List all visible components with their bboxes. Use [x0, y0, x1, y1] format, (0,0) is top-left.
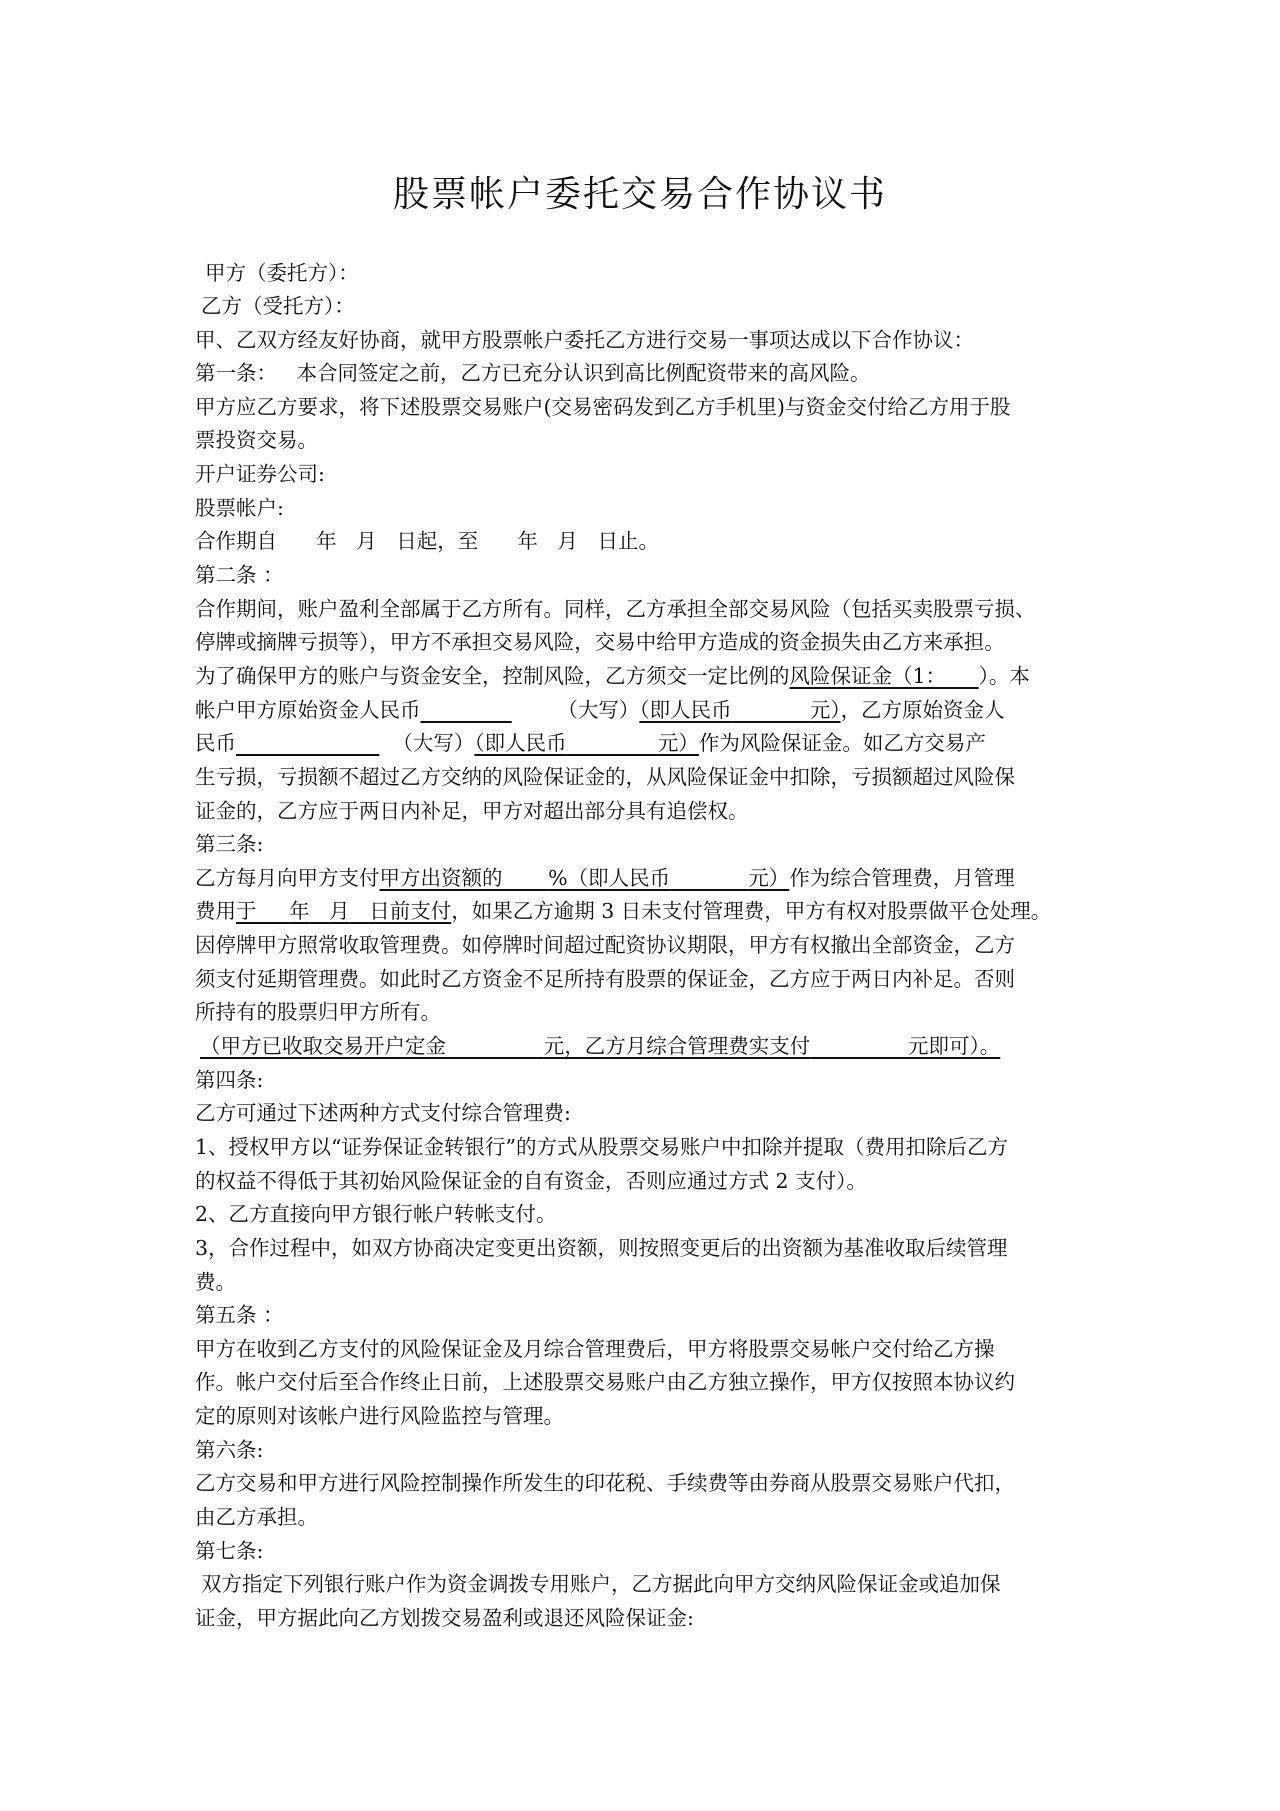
article-1-line-2: 甲方应乙方要求，将下述股票交易账户(交易密码发到乙方手机里)与资金交付给乙方用于股 [195, 395, 1011, 419]
article-4-line-1: 乙方可通过下述两种方式支付综合管理费: [195, 1101, 571, 1125]
document-title: 股票帐户委托交易合作协议书 [392, 174, 887, 215]
article-2-line-4 [195, 695, 1095, 725]
article-4-line-5: 3，合作过程中，如双方协商决定变更出资额，则按照变更后的出资额为基准收取后续管理 [195, 1236, 1008, 1260]
article-4-line-4: 2、乙方直接向甲方银行帐户转帐支付。 [195, 1202, 557, 1226]
article-2-line-1: 合作期间，账户盈利全部属于乙方所有。同样，乙方承担全部交易风险（包括买卖股票亏损、 [195, 597, 1036, 621]
article-2-line-5-end: 作为风险保证金。如乙方交易产 [698, 731, 986, 755]
article-4-line-2: 1、授权甲方以“证券保证金转银行”的方式从股票交易账户中扣除并提取（费用扣除后乙方 [195, 1135, 1009, 1159]
party-a-capital-uppercase: （大写） [557, 698, 640, 722]
party-a-capital-rmb: （即人民币 元） [639, 698, 841, 722]
party-a-capital-label: 帐户甲方原始资金人民币 [195, 698, 421, 722]
article-1-line-3: 票投资交易。 [195, 428, 318, 452]
period-to-label: 日起，至 [396, 529, 479, 553]
party-a-line: 甲方（委托方）： [205, 261, 359, 285]
article-1-text: 本合同签定之前，乙方已充分认识到高比例配资带来的高风险。 [296, 361, 871, 385]
party-b-capital-label: ，乙方原始资金人 [840, 698, 1005, 722]
party-a-capital-blank [421, 698, 512, 722]
article-1-heading: 第一条： [195, 361, 277, 385]
risk-deposit-ratio: 风险保证金（1： [789, 664, 947, 688]
article-5-heading: 第五条 ： [195, 1303, 284, 1327]
payment-due-date: 于 年 月 日前支付 [236, 899, 452, 923]
article-3-heading: 第三条: [195, 832, 264, 856]
article-6-line-2: 由乙方承担。 [195, 1505, 318, 1529]
party-b-line: 乙方（受托方）： [201, 294, 355, 318]
management-fee-rate: 甲方出资额的 %（即人民币 元） [379, 866, 790, 890]
period-from-label: 合作期自 [195, 529, 277, 553]
article-3-line-1 [195, 863, 1095, 893]
article-2-heading: 第二条 ： [195, 563, 284, 587]
article-3-line-1-start: 乙方每月向甲方支付 [195, 866, 380, 890]
article-3-line-1-end: 作为综合管理费，月管理 [789, 866, 1015, 890]
article-3-line-5: 所持有的股票归甲方所有。 [195, 1000, 441, 1024]
party-b-capital-rmb: （即人民币 元） [474, 731, 699, 755]
period-month-label-2: 月 [557, 529, 578, 553]
period-end-label: 日止。 [597, 529, 659, 553]
article-3-line-2 [195, 896, 1095, 926]
article-3-line-6 [200, 1031, 1100, 1061]
intro-paragraph: 甲、乙双方经友好协商，就甲方股票帐户委托乙方进行交易一事项达成以下合作协议： [195, 328, 974, 352]
article-5-line-3: 定的原则对该帐户进行风险监控与管理。 [195, 1404, 564, 1428]
article-2-line-2: 停牌或摘牌亏损等），甲方不承担交易风险，交易中给甲方造成的资金损失由乙方来承担。 [195, 630, 1005, 654]
deposit-received-note: （甲方已收取交易开户定金 元，乙方月综合管理费实支付 元即可）。 [200, 1034, 1001, 1058]
article-2-line-3-text: 为了确保甲方的账户与资金安全，控制风险，乙方须交一定比例的 [195, 664, 790, 688]
article-7-line-2: 证金，甲方据此向乙方划拨交易盈利或退还风险保证金: [195, 1606, 694, 1630]
article-2-line-7: 证金的，乙方应于两日内补足，甲方对超出部分具有追偿权。 [195, 799, 749, 823]
article-4-heading: 第四条: [195, 1068, 264, 1092]
article-2-line-3-end: ）。本 [978, 664, 1030, 688]
rmb-label: 民币 [195, 731, 236, 755]
article-1-line-1 [195, 358, 1095, 388]
article-2-line-6: 生亏损，亏损额不超过乙方交纳的风险保证金的，从风险保证金中扣除，亏损额超过风险保 [195, 765, 1015, 789]
cooperation-period-line [195, 526, 1095, 556]
article-4-line-6: 费。 [195, 1270, 236, 1294]
article-6-line-1: 乙方交易和甲方进行风险控制操作所发生的印花税、手续费等由券商从股票交易账户代扣， [195, 1471, 1015, 1495]
article-5-line-2: 作。帐户交付后至合作终止日前，上述股票交易账户由乙方独立操作，甲方仅按照本协议约 [195, 1370, 1015, 1394]
period-year-label-2: 年 [517, 529, 538, 553]
article-2-line-5 [195, 728, 1095, 758]
party-b-capital-blank [236, 731, 379, 755]
article-6-heading: 第六条: [195, 1438, 264, 1462]
article-5-line-1: 甲方在收到乙方支付的风险保证金及月综合管理费后，甲方将股票交易帐户交付给乙方操 [195, 1337, 995, 1361]
article-3-line-3: 因停牌甲方照常收取管理费。如停牌时间超过配资协议期限，甲方有权撤出全部资金，乙方 [195, 933, 1015, 957]
article-7-heading: 第七条: [195, 1539, 264, 1563]
period-month-label: 月 [356, 529, 377, 553]
article-3-line-2-end: ，如果乙方逾期 3 日未支付管理费，甲方有权对股票做平仓处理。 [451, 899, 1052, 923]
fee-label: 费用 [195, 899, 236, 923]
article-3-line-4: 须支付延期管理费。如此时乙方资金不足所持有股票的保证金，乙方应于两日内补足。否则 [195, 967, 1015, 991]
broker-line: 开户证券公司: [195, 462, 325, 486]
period-year-label: 年 [316, 529, 337, 553]
article-2-line-3 [195, 661, 1095, 691]
article-7-line-1: 双方指定下列银行账户作为资金调拨专用账户，乙方据此向甲方交纳风险保证金或追加保 [201, 1572, 1001, 1596]
stock-account-line: 股票帐户: [195, 496, 284, 520]
article-4-line-3: 的权益不得低于其初始风险保证金的自有资金，否则应通过方式 2 支付）。 [195, 1169, 867, 1193]
party-b-capital-uppercase: （大写） [392, 731, 475, 755]
